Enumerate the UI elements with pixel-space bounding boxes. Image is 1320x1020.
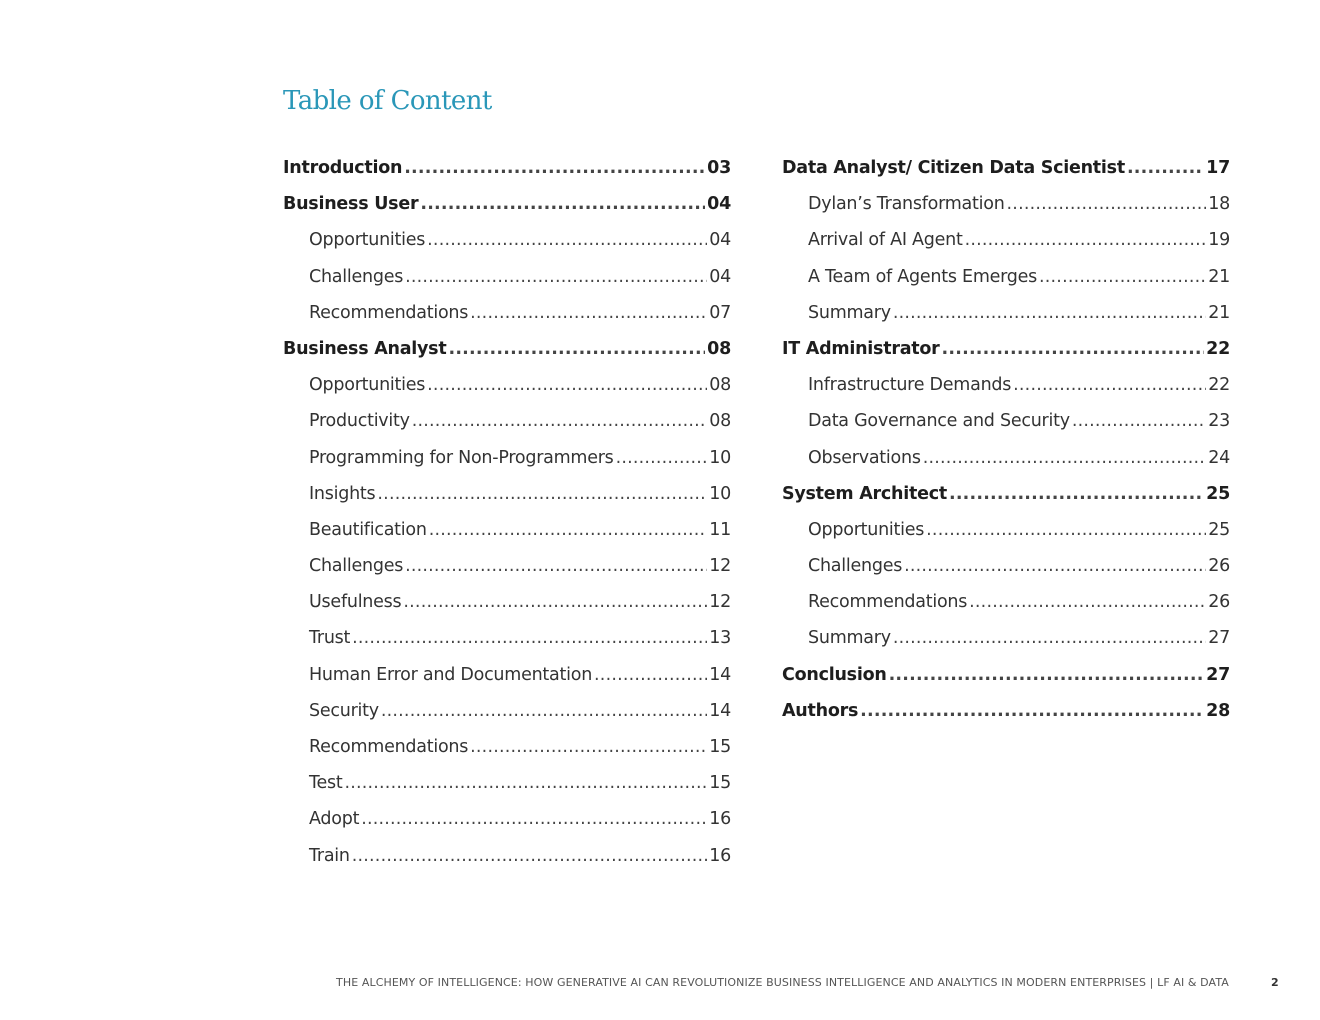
toc-entry-page: 14 xyxy=(709,700,731,721)
toc-entry-page: 16 xyxy=(709,845,731,866)
toc-subsection-entry[interactable] xyxy=(782,188,1230,224)
toc-entry-page: 15 xyxy=(709,737,731,757)
toc-entry-page: 16 xyxy=(709,809,731,830)
dot-leader xyxy=(926,514,1206,546)
toc-entry-label: Arrival of AI Agent xyxy=(808,230,963,251)
toc-entry-label: Usefulness xyxy=(309,592,402,613)
dot-leader xyxy=(448,333,705,365)
dot-leader xyxy=(1013,369,1206,401)
toc-section-entry[interactable] xyxy=(782,695,1230,731)
toc-entry-label: Challenges xyxy=(309,266,404,287)
toc-entry-label: Infrastructure Demands xyxy=(808,375,1012,396)
toc-entry-page: 11 xyxy=(709,519,731,540)
toc-subsection-entry[interactable] xyxy=(283,840,731,876)
toc-subsection-entry[interactable] xyxy=(782,261,1230,297)
toc-entry-page: 26 xyxy=(1208,592,1230,613)
toc-entry-label: Recommendations xyxy=(808,592,968,613)
toc-subsection-entry[interactable] xyxy=(283,405,731,441)
toc-entry-page: 18 xyxy=(1208,194,1230,215)
dot-leader xyxy=(361,803,707,835)
toc-entry-page: 22 xyxy=(1206,338,1230,359)
toc-section-entry[interactable] xyxy=(782,478,1230,514)
toc-entry-label: A Team of Agents Emerges xyxy=(808,266,1038,287)
toc-entry-page: 08 xyxy=(709,375,731,396)
toc-entry-label: Summary xyxy=(808,628,891,649)
toc-entry-label: Opportunities xyxy=(808,519,925,540)
toc-entry-label: Challenges xyxy=(309,556,404,577)
toc-entry-label: IT Administrator xyxy=(782,338,940,359)
toc-entry-label: Data Governance and Security xyxy=(808,411,1070,432)
toc-entry-page: 15 xyxy=(709,773,731,794)
toc-entry-page: 08 xyxy=(709,411,731,432)
toc-entry-page: 04 xyxy=(709,266,731,287)
toc-subsection-entry[interactable] xyxy=(283,478,731,514)
toc-subsection-entry[interactable] xyxy=(782,224,1230,260)
toc-entry-page: 25 xyxy=(1206,483,1230,504)
toc-entry-page: 27 xyxy=(1206,664,1230,685)
toc-subsection-entry[interactable] xyxy=(283,297,731,333)
dot-leader xyxy=(860,695,1204,727)
toc-subsection-entry[interactable] xyxy=(782,514,1230,550)
toc-entry-page: 25 xyxy=(1208,519,1230,540)
toc-entry-label: Business Analyst xyxy=(283,338,447,359)
toc-entry-label: Opportunities xyxy=(309,375,426,396)
toc-entry-label: Opportunities xyxy=(309,230,426,251)
toc-entry-page: 10 xyxy=(709,483,731,504)
toc-subsection-entry[interactable] xyxy=(283,622,731,658)
toc-entry-label: Recommendations xyxy=(309,737,469,757)
dot-leader xyxy=(470,731,707,763)
dot-leader xyxy=(889,659,1205,691)
dot-leader xyxy=(403,586,707,618)
toc-entry-page: 24 xyxy=(1208,447,1230,468)
toc-entry-page: 27 xyxy=(1208,628,1230,649)
toc-entry-page: 12 xyxy=(709,556,731,577)
toc-entry-label: Business User xyxy=(283,194,419,215)
toc-entry-page: 08 xyxy=(707,338,731,359)
toc-entry-label: Dylan’s Transformation xyxy=(808,194,1005,215)
dot-leader xyxy=(1072,405,1206,437)
dot-leader xyxy=(412,405,707,437)
page-title: Table of Content xyxy=(283,86,492,116)
dot-leader xyxy=(893,622,1206,654)
dot-leader xyxy=(965,224,1207,256)
dot-leader xyxy=(377,478,707,510)
toc-section-entry[interactable] xyxy=(782,659,1230,695)
toc-entry-label: Authors xyxy=(782,700,859,721)
toc-subsection-entry[interactable] xyxy=(782,369,1230,405)
toc-entry-page: 12 xyxy=(709,592,731,613)
toc-entry-label: Challenges xyxy=(808,556,903,577)
toc-entry-page: 10 xyxy=(709,447,731,468)
toc-entry-label: System Architect xyxy=(782,483,947,504)
dot-leader xyxy=(470,297,707,329)
toc-entry-page: 03 xyxy=(707,158,731,178)
toc-subsection-entry[interactable] xyxy=(283,261,731,297)
toc-subsection-entry[interactable] xyxy=(283,695,731,731)
toc-entry-page: 22 xyxy=(1208,375,1230,396)
dot-leader xyxy=(1039,261,1206,293)
dot-leader xyxy=(352,840,707,872)
toc-entry-page: 14 xyxy=(709,664,731,685)
toc-entry-label: Train xyxy=(309,845,350,866)
toc-entry-page: 17 xyxy=(1206,158,1230,178)
toc-subsection-entry[interactable] xyxy=(782,622,1230,658)
dot-leader xyxy=(949,478,1204,510)
dot-leader xyxy=(429,514,708,546)
dot-leader xyxy=(344,767,707,799)
toc-subsection-entry[interactable] xyxy=(782,586,1230,622)
toc-entry-page: 13 xyxy=(709,628,731,649)
dot-leader xyxy=(405,550,707,582)
toc-entry-label: Data Analyst/ Citizen Data Scientist xyxy=(782,158,1125,178)
toc-entry-label: Security xyxy=(309,700,379,721)
toc-right-column xyxy=(782,152,1230,731)
footer-text: THE ALCHEMY OF INTELLIGENCE: HOW GENERATIVE AI CAN REVOLUTIONIZE BUSINESS INTELLIGENCE AND ANALYTICS IN MODERN ENTERPRISES | LF AI & DATA xyxy=(336,976,1229,989)
toc-entry-page: 23 xyxy=(1208,411,1230,432)
toc-section-entry[interactable] xyxy=(283,152,731,188)
toc-subsection-entry[interactable] xyxy=(283,442,731,478)
toc-entry-page: 21 xyxy=(1208,266,1230,287)
toc-entry-page: 19 xyxy=(1208,230,1230,251)
dot-leader xyxy=(923,442,1207,474)
toc-section-entry[interactable] xyxy=(283,333,731,369)
toc-subsection-entry[interactable] xyxy=(283,550,731,586)
dot-leader xyxy=(405,261,707,293)
dot-leader xyxy=(352,622,707,654)
toc-section-entry[interactable] xyxy=(782,152,1230,188)
dot-leader xyxy=(904,550,1206,582)
toc-entry-label: Summary xyxy=(808,302,891,323)
dot-leader xyxy=(1127,152,1204,184)
toc-subsection-entry[interactable] xyxy=(283,514,731,550)
dot-leader xyxy=(594,659,707,691)
toc-subsection-entry[interactable] xyxy=(283,586,731,622)
dot-leader xyxy=(1007,188,1207,220)
toc-entry-page: 28 xyxy=(1206,700,1230,721)
toc-subsection-entry[interactable] xyxy=(782,297,1230,333)
toc-subsection-entry[interactable] xyxy=(283,369,731,405)
toc-entry-page: 21 xyxy=(1208,302,1230,323)
toc-entry-page: 04 xyxy=(707,194,731,215)
toc-left-column xyxy=(283,152,731,876)
toc-entry-label: Programming for Non-Programmers xyxy=(309,447,614,468)
toc-entry-label: Trust xyxy=(309,628,351,649)
toc-entry-label: Introduction xyxy=(283,158,403,178)
dot-leader xyxy=(381,695,707,727)
toc-entry-page: 07 xyxy=(709,302,731,323)
toc-subsection-entry[interactable] xyxy=(283,803,731,839)
toc-entry-label: Adopt xyxy=(309,809,360,830)
toc-entry-page: 04 xyxy=(709,230,731,251)
toc-section-entry[interactable] xyxy=(782,333,1230,369)
toc-subsection-entry[interactable] xyxy=(283,767,731,803)
toc-subsection-entry[interactable] xyxy=(782,550,1230,586)
dot-leader xyxy=(942,333,1205,365)
dot-leader xyxy=(427,224,707,256)
dot-leader xyxy=(427,369,707,401)
toc-subsection-entry[interactable] xyxy=(782,405,1230,441)
toc-entry-label: Productivity xyxy=(309,411,410,432)
toc-entry-label: Conclusion xyxy=(782,664,887,685)
dot-leader xyxy=(420,188,705,220)
dot-leader xyxy=(404,152,705,184)
page-number: 2 xyxy=(1271,976,1279,989)
toc-entry-label: Beautification xyxy=(309,519,427,540)
dot-leader xyxy=(893,297,1206,329)
toc-subsection-entry[interactable] xyxy=(283,731,731,767)
toc-entry-label: Insights xyxy=(309,483,376,504)
dot-leader xyxy=(969,586,1206,618)
toc-entry-label: Observations xyxy=(808,447,921,468)
toc-subsection-entry[interactable] xyxy=(283,659,731,695)
dot-leader xyxy=(616,442,708,474)
toc-entry-label: Human Error and Documentation xyxy=(309,664,593,685)
toc-subsection-entry[interactable] xyxy=(283,224,731,260)
toc-entry-page: 26 xyxy=(1208,556,1230,577)
toc-entry-label: Test xyxy=(309,773,343,794)
toc-section-entry[interactable] xyxy=(283,188,731,224)
toc-entry-label: Recommendations xyxy=(309,302,469,323)
toc-subsection-entry[interactable] xyxy=(782,442,1230,478)
